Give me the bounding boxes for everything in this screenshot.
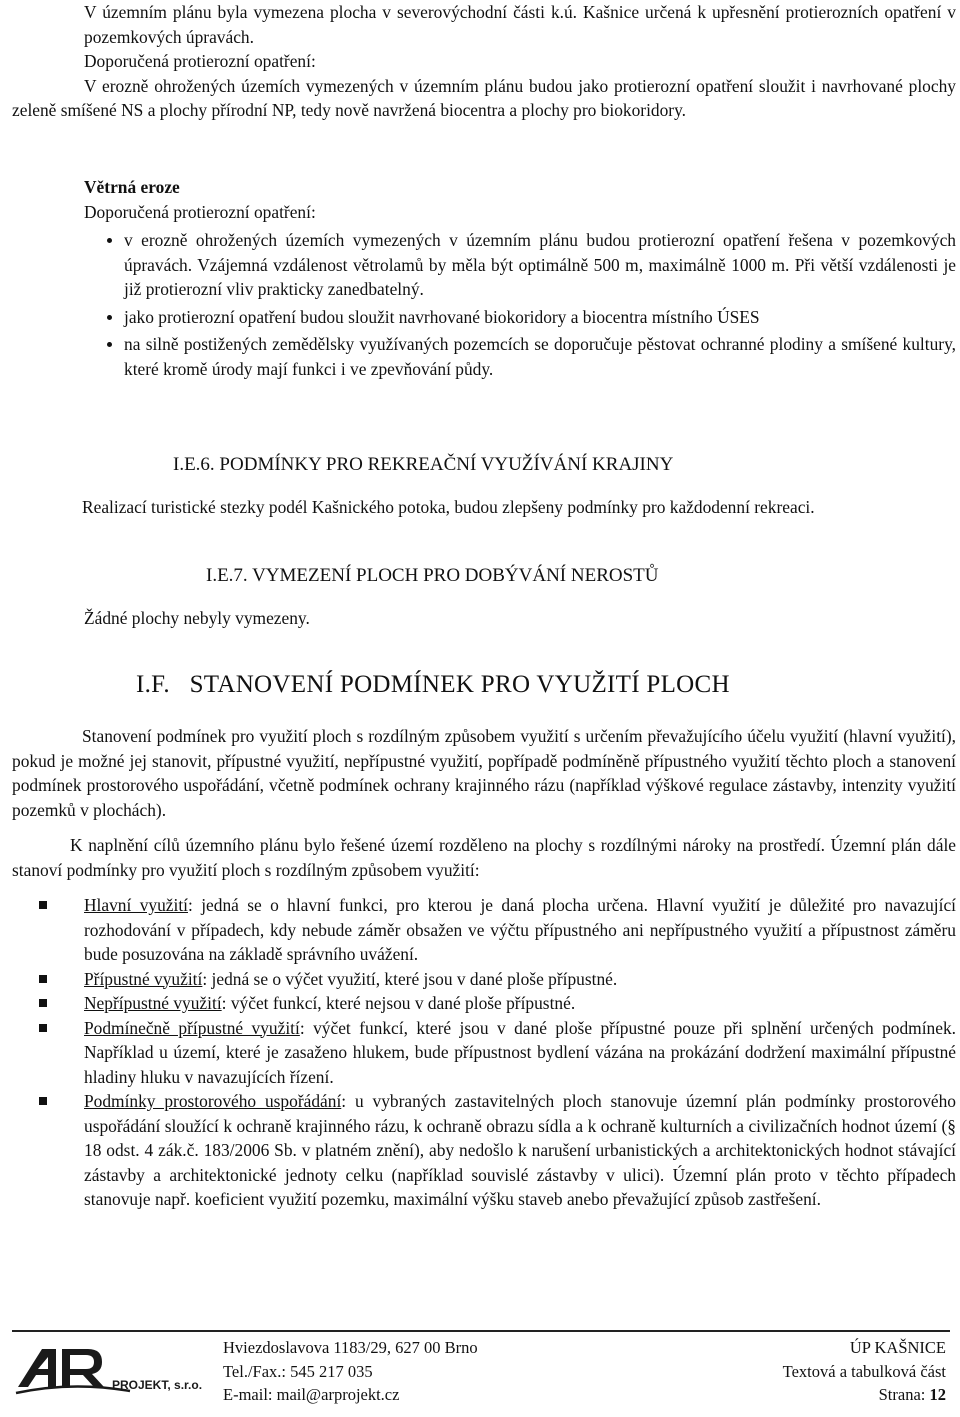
section-ie6-text: Realizací turistické stezky podél Kašnického potoka, budou zlepšeny podmínky pro každodenní rekreaci.: [82, 497, 815, 517]
intro-paragraph: V územním plánu byla vymezena plocha v severovýchodní části k.ú. Kašnice určená k upřesnění protierozních opatření v pozemkových úpravách.: [84, 2, 956, 47]
wind-erosion-title: Větrná eroze: [84, 177, 180, 197]
address: Hviezdoslavova 1183/29, 627 00 Brno: [223, 1338, 478, 1357]
list-item: na silně postižených zemědělsky využívaných pozemcích se doporučuje pěstovat ochranné plodiny a smíšené kultury, které kromě úrody mají funkci i ve zpevňování půdy.: [12, 332, 956, 381]
square-bullet-icon: [39, 975, 47, 983]
phone: Tel./Fax.: 545 217 035: [223, 1361, 373, 1381]
bullet-dot-icon: [107, 342, 112, 347]
list-item: Hlavní využití: jedná se o hlavní funkci, pro kterou je daná plocha určena. Hlavní využití je důležité pro navazující rozhodování v případech, kdy nebude záměr obsažen ve výčtu přípustného ani nepřípustného využití a přípustnost záměru bude posuzována na základě správního uvážení.: [12, 893, 956, 967]
document-title: ÚP KAŠNICE: [849, 1338, 946, 1357]
section-if-paragraph-2: K naplnění cílů územního plánu bylo řešené území rozděleno na plochy s rozdílnými nároky na prostředí. Územní plán dále stanoví podmínky pro využití ploch s rozdílným způsobem využití:: [12, 835, 956, 880]
document-part: Textová a tabulková část: [782, 1361, 946, 1381]
square-bullet-icon: [39, 999, 47, 1007]
list-item: Podmínky prostorového uspořádání: u vybraných zastavitelných ploch stanovuje územní plán podmínky prostorového uspořádání sloužící k ochraně krajinného rázu, k ochraně obrazu sídla a k ochraně kulturních a civilizačních hodnot území (§ 18 odst. 4 zák.č. 183/2006 Sb. v platném znění), aby nedošlo k narušení urbanistických a architektonických hodnot stávající zástavby a architektonické jednoty celku (například souvislé zástavby v ulici). Územní plán proto v těchto případech stanovuje např. koeficient využití pozemku, maximální výšku staveb anebo převažující způsob zastřešení.: [12, 1089, 956, 1212]
list-item: jako protierozní opatření budou sloužit navrhované biokoridory a biocentra místního ÚSES: [12, 305, 956, 330]
list-item: v erozně ohrožených územích vymezených v územním plánu budou protierozní opatření řešena v pozemkových úpravách. Vzájemná vzdálenost větrolamů by měla být optimálně 500 m, maximálně 1000 m. Při větší vzdálenosti je již protierozní vliv prakticky zanedbatelný.: [12, 228, 956, 302]
wind-bullet-list: [12, 228, 956, 381]
footer-doc-info: [783, 1336, 946, 1407]
section-ie7-text: Žádné plochy nebyly vymezeny.: [84, 608, 310, 628]
square-bullet-icon: [39, 901, 47, 909]
list-item: Nepřípustné využití: výčet funkcí, které nejsou v dané ploše přípustné.: [12, 991, 956, 1016]
usage-conditions-list: [12, 893, 956, 1212]
section-heading-if: I.F. STANOVENÍ PODMÍNEK PRO VYUŽITÍ PLOCH: [136, 671, 730, 698]
section-if-paragraph-1: Stanovení podmínek pro využití ploch s rozdílným způsobem využití s určením převažujícího účelu využití (hlavní využití), pokud je možné jej stanovit, přípustné využití, nepřípustné využití, popřípadě podmíněně přípustného využití těchto ploch a stanovení podmínek prostorového uspořádání, včetně podmínek ochrany krajinného rázu (například výškové regulace zástavby, intenzity využití pozemků v plochách).: [12, 726, 956, 820]
bullet-dot-icon: [107, 238, 112, 243]
section-heading-ie7: I.E.7. VYMEZENÍ PLOCH PRO DOBÝVÁNÍ NEROSTŮ: [206, 565, 659, 586]
square-bullet-icon: [39, 1024, 47, 1032]
square-bullet-icon: [39, 1097, 47, 1105]
footer-address-block: [223, 1336, 478, 1407]
page-number: Strana: 12: [878, 1385, 946, 1404]
recommendation-label: Doporučená protierozní opatření:: [84, 51, 316, 71]
footer-divider: [12, 1330, 950, 1332]
logo-text: PROJEKT, s.r.o.: [112, 1378, 203, 1392]
list-item: Podmínečně přípustné využití: výčet funkcí, které jsou v dané ploše přípustné pouze při splnění určených podmínek. Například u území, které je zasaženo hlukem, bude přípustnost bydlení vázána na prokázání dodržení maximální přípustné hladiny hluku v navazujících řízení.: [12, 1016, 956, 1090]
email: E-mail: mail@arprojekt.cz: [223, 1385, 400, 1404]
list-item: Přípustné využití: jedná se o výčet využití, které jsou v dané ploše přípustné.: [12, 967, 956, 992]
page-footer: [12, 1333, 950, 1417]
ar-projekt-logo-icon: [12, 1335, 212, 1399]
recommendation-text: V erozně ohrožených územích vymezených v územním plánu budou jako protierozní opatření sloužit i navrhované plochy zeleně smíšené NS a plochy přírodní NP, tedy nově navržená biocentra a plochy pro biokoridory.: [12, 75, 956, 120]
section-heading-ie6: I.E.6. PODMÍNKY PRO REKREAČNÍ VYUŽÍVÁNÍ KRAJINY: [173, 454, 674, 475]
bullet-dot-icon: [107, 315, 112, 320]
wind-recommendation-label: Doporučená protierozní opatření:: [84, 201, 316, 222]
company-logo: [12, 1335, 212, 1399]
